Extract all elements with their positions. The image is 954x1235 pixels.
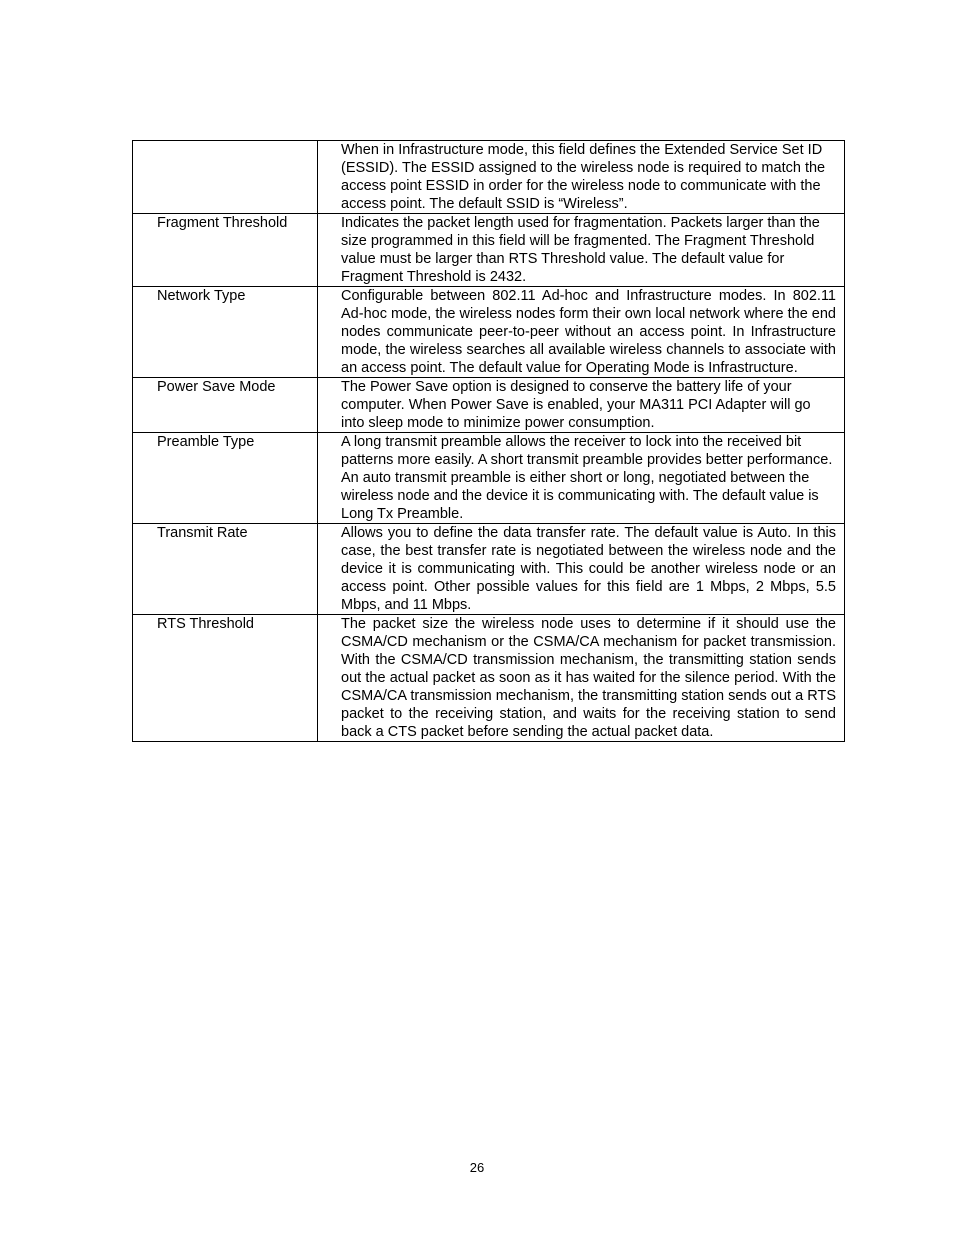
setting-description: Allows you to define the data transfer rate. The default value is Auto. In this case, the best transfer rate is negotiated between the wireless node and the device it is communicating with. This could be another wireless node or an access point. Other possible values for this field are 1 Mbps, 2 Mbps, 5.5 Mbps, and 11 Mbps. [318, 524, 845, 615]
setting-name [133, 141, 318, 214]
table-row [133, 433, 845, 524]
table-row [133, 214, 845, 287]
setting-name: Transmit Rate [133, 524, 318, 615]
setting-name: Preamble Type [133, 433, 318, 524]
setting-name: Fragment Threshold [133, 214, 318, 287]
setting-description: When in Infrastructure mode, this field defines the Extended Service Set ID (ESSID). The ESSID assigned to the wireless node is required to match the access point ESSID in order for the wireless node to communicate with the access point. The default SSID is “Wireless”. [318, 141, 845, 214]
setting-name: Power Save Mode [133, 378, 318, 433]
setting-description: Indicates the packet length used for fragmentation. Packets larger than the size programmed in this field will be fragmented. The Fragment Threshold value must be larger than RTS Threshold value. The default value for Fragment Threshold is 2432. [318, 214, 845, 287]
table-row [133, 615, 845, 742]
setting-description: The Power Save option is designed to conserve the battery life of your computer. When Power Save is enabled, your MA311 PCI Adapter will go into sleep mode to minimize power consumption. [318, 378, 845, 433]
settings-table [132, 140, 845, 742]
table-row [133, 378, 845, 433]
setting-description: A long transmit preamble allows the receiver to lock into the received bit patterns more easily. A short transmit preamble provides better performance. An auto transmit preamble is either short or long, negotiated between the wireless node and the device it is communicating with. The default value is Long Tx Preamble. [318, 433, 845, 524]
setting-description: Configurable between 802.11 Ad-hoc and Infrastructure modes. In 802.11 Ad-hoc mode, the wireless nodes form their own local network where the end nodes communicate peer-to-peer without an access point. In Infrastructure mode, the wireless searches all available wireless channels to associate with an access point. The default value for Operating Mode is Infrastructure. [318, 287, 845, 378]
setting-name: Network Type [133, 287, 318, 378]
setting-description: The packet size the wireless node uses to determine if it should use the CSMA/CD mechanism or the CSMA/CA mechanism for packet transmission. With the CSMA/CD transmission mechanism, the transmitting station sends out the actual packet as soon as it has waited for the silence period. With the CSMA/CA transmission mechanism, the transmitting station sends out a RTS packet to the receiving station, and waits for the receiving station to send back a CTS packet before sending the actual packet data. [318, 615, 845, 742]
table-row [133, 524, 845, 615]
table-row [133, 287, 845, 378]
setting-name: RTS Threshold [133, 615, 318, 742]
page-number: 26 [469, 1160, 485, 1175]
table-row [133, 141, 845, 214]
